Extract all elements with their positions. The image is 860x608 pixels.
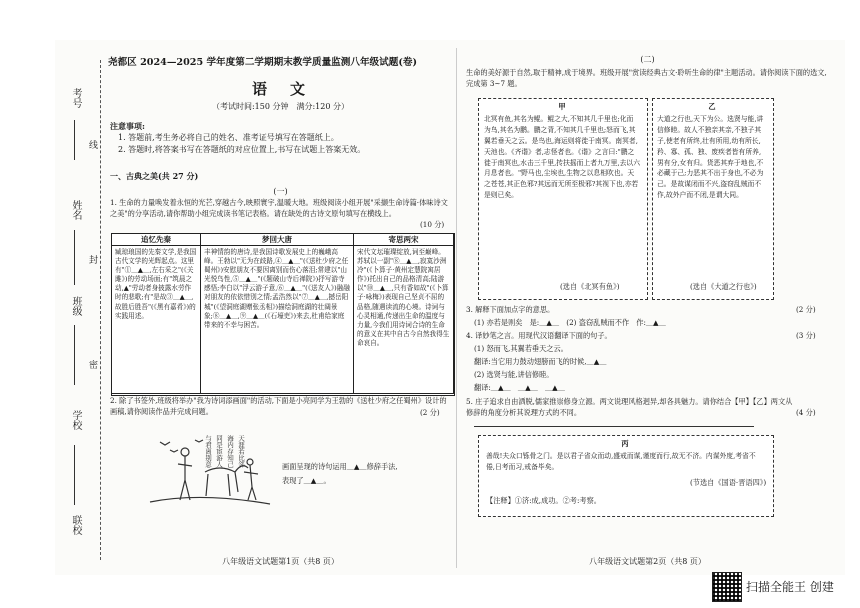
poem-line: 同是宦游人 <box>215 435 223 468</box>
q4-answer-2: 翻译:＿▲＿ ＿▲＿ ＿▲＿ <box>474 383 565 392</box>
exam-title: 尧都区 2024—2025 学年度第二学期期末教学质量监测八年级试题(卷) <box>108 57 418 68</box>
poem-line: 海内存知己 <box>226 435 234 468</box>
side-label-mi: 密 <box>87 360 97 369</box>
qr-code-icon <box>712 572 742 602</box>
side-line <box>74 230 75 285</box>
table-cell: 丰神情韵的唐诗,是我国诗歌发展史上的巍峨高峰。王勃以"无为在歧路,④＿▲＿"(《送杜少府之任蜀州》)安慰朋友不要因离别而伤心落泪;常建以"山光悦鸟性,⑤＿▲＿"(《题破山寺后禅院》)抒写游寺感悟;李白以"浮云游子意,⑥＿▲＿"(《送友人》)融融对朋友的依依惜别之情;孟浩然以"⑦＿▲＿,撼岳阳城"(《望洞庭湖赠张丞相》)描绘洞庭湖的壮阔景象;⑧＿▲＿,⑨＿▲＿(《石壕吏》)来去,杜甫给家庭带来的不幸与困苦。 <box>204 248 350 329</box>
passage-jia-source: (选自《北冥有鱼》) <box>560 282 620 291</box>
passage-yi-text: 大道之行也,天下为公。选贤与能,讲信修睦。故人不独亲其亲,不独子其子,使老有所终,壮有所用,幼有所长,矜、寡、孤、独、废疾者皆有所养,男有分,女有归。货恶其弃于地也,不必藏于己;力恶其不出于身也,不必为己。是故谋闭而不兴,盗窃乱贼而不作,故外户而不闭,是谓大同。 <box>657 115 764 200</box>
passage-bing-text: 善哉!夫众口铄骨之门。是以君子省众而动,盛戒而谋,谨度而行,故无不济。内谋外度,考省不倦,日考而习,戒备毕矣。 <box>486 452 756 471</box>
table-column-3 <box>353 233 454 394</box>
q4-sentence-2: (2) 选贤与能,讲信修睦。 <box>474 370 554 379</box>
side-label-xian: 线 <box>87 140 97 149</box>
score-q3: (2 分) <box>796 305 816 314</box>
side-line <box>74 120 75 160</box>
passage-bing-title: 丙 <box>621 439 629 448</box>
page-divider <box>456 48 457 568</box>
score-q2: (2 分) <box>420 408 440 417</box>
side-label-feng: 封 <box>87 255 97 264</box>
side-line <box>74 325 75 385</box>
table-cell: 宋代文坛璀璨绽放,词至巅峰。苏轼以一副"⑧＿▲＿,寂寞沙洲冷"(《卜算子·黄州定慧院寓居作》)托出自己的品格清高;陆游以"⑩＿▲＿,只有香如故"(《卜算子·咏梅》)表现自己坚贞不屈的品格,随遇读流的心境。诗词与心灵相通,传递出生命的温度与力量,今我们用诗词合诗的生命的意义在其中自古今自然我得生命哀自。 <box>357 248 450 347</box>
score-q1: (10 分) <box>420 220 445 229</box>
section2-intro: 生命的美好源于自然,取于精神,成于境界。班级开展"赏读经典古文·聆听生命的律"主题活动。请你阅读下面的选文,完成第 3~7 题。 <box>466 68 827 88</box>
answer-line <box>474 426 754 427</box>
note-item: 2. 答题时,将答案书写在答题纸的对应位置上,书写在试题上答案无效。 <box>118 145 366 154</box>
note-item: 1. 答题前,考生务必将自己的姓名、准考证号填写在答题纸上。 <box>118 133 339 142</box>
question-5: 5. 庄子追求自由洒脱,儒家推崇修身立源。两文说理风格迥异,却各具魅力。请你结合【甲】【乙】两文从修辞的角度分析其说理方式的不同。 <box>466 397 793 417</box>
binding-dashed-line <box>100 60 101 560</box>
passage-yi-title: 乙 <box>708 102 716 111</box>
side-label-xuexiao: 学校 <box>70 410 81 430</box>
page-footer: 八年级语文试题第2页（共8 页） <box>589 557 706 566</box>
q3-items: (1) 亦若是则矣 是:＿▲＿ (2) 盗窃乱贼而不作 作:＿▲＿ <box>474 318 666 327</box>
side-label-banji: 班级 <box>70 296 81 316</box>
table-header: 寄思两宋 <box>354 234 453 246</box>
passage-bing-note: 【注释】①济:成,成功。②考:考察。 <box>486 496 601 505</box>
passage-jia-text: 北冥有鱼,其名为鲲。鲲之大,不知其几千里也;化而为鸟,其名为鹏。鹏之背,不知其几千里也;怒而飞,其翼若垂天之云。是鸟也,海运则将徙于南冥。南冥者,天池也。《齐谐》者,志怪者也。《谐》之言曰:"鹏之徙于南冥也,水击三千里,抟扶摇而上者九万里,去以六月息者也。"野马也,尘埃也,生物之以息相吹也。天之苍苍,其正色邪?其远而无所至极邪?其视下也,亦若是则已矣。 <box>484 115 641 200</box>
notes-title: 注意事项: <box>110 121 145 131</box>
table-header: 梦回大唐 <box>201 234 353 246</box>
exam-info: （考试时间:150 分钟 满分:120 分） <box>211 102 349 111</box>
score-q4: (3 分) <box>796 331 816 340</box>
table-column-1 <box>111 233 201 394</box>
question-1: 1. 生命的力量唤发着永恒的光芒,穿越古今,映照寰宇,温暖大地。班级阅读小组开展"采撷生命诗篇·体味诗文之美"的分享活动,请你帮助小组完成读书笔记表格。请在缺处的古诗文原句填写在横线上。 <box>110 198 448 218</box>
score-q5: (4 分) <box>796 408 816 417</box>
poem-line: 天涯若比邻 <box>237 435 245 468</box>
side-line <box>74 445 75 505</box>
question-3: 3. 解释下面加点字的意思。 <box>466 305 555 314</box>
vertical-poem <box>204 435 246 468</box>
part-label: (二) <box>640 55 655 64</box>
poem-line: 与君离别意 <box>204 435 212 468</box>
table-header: 追忆先秦 <box>112 234 200 246</box>
passage-yi-source: (选自《大道之行也》) <box>690 282 757 291</box>
side-label-kaohao: 考号 <box>70 88 81 108</box>
part-label: (一) <box>273 187 288 196</box>
watermark-brand: 扫描全能王 创建 <box>746 580 834 594</box>
question-2: 2. 除了书签外,班级将举办"我为诗词添画面"的活动,下面是小亮同学为王勃的《送杜少府之任蜀州》设计的画稿,请你阅读作品并完成问题。 <box>110 396 447 416</box>
side-label-lianxiao: 联校 <box>70 515 81 535</box>
subject-title: 语 文 <box>251 80 309 98</box>
q2-fill-1: 画面呈现的诗句运用＿▲＿修辞手法, <box>282 462 398 471</box>
page-footer: 八年级语文试题第1页（共8 页） <box>222 557 339 566</box>
passage-jia-title: 甲 <box>558 102 566 111</box>
passage-bing-source: (节选自《国语·晋语四》) <box>690 478 767 487</box>
side-label-xingming: 姓名 <box>70 200 81 220</box>
q4-answer-1: 翻译:当它用力鼓动翅膀而飞的时候,＿▲＿ <box>474 357 607 366</box>
table-column-2 <box>200 233 354 394</box>
question-4: 4. 译妙笔之言。用现代汉语翻译下面的句子。 <box>466 331 612 340</box>
q4-sentence-1: (1) 怒而飞,其翼若垂天之云。 <box>474 344 568 353</box>
section-title: 一、古典之美(共 27 分) <box>110 171 199 181</box>
q2-fill-2: 表现了＿▲＿。 <box>282 476 331 485</box>
table-cell: 臧琼琅国的先秦文学,是我国古代文学的光辉起点。这里有"①＿▲＿,左右采之"(《关雎》)的劳动场面;有"筑晨之动,▲"劳动者身披露水劳作时的悲歌;有"是故③＿▲＿,故胜后胜吾"(《黑有嘉肴》)的实践用述。 <box>115 248 197 320</box>
